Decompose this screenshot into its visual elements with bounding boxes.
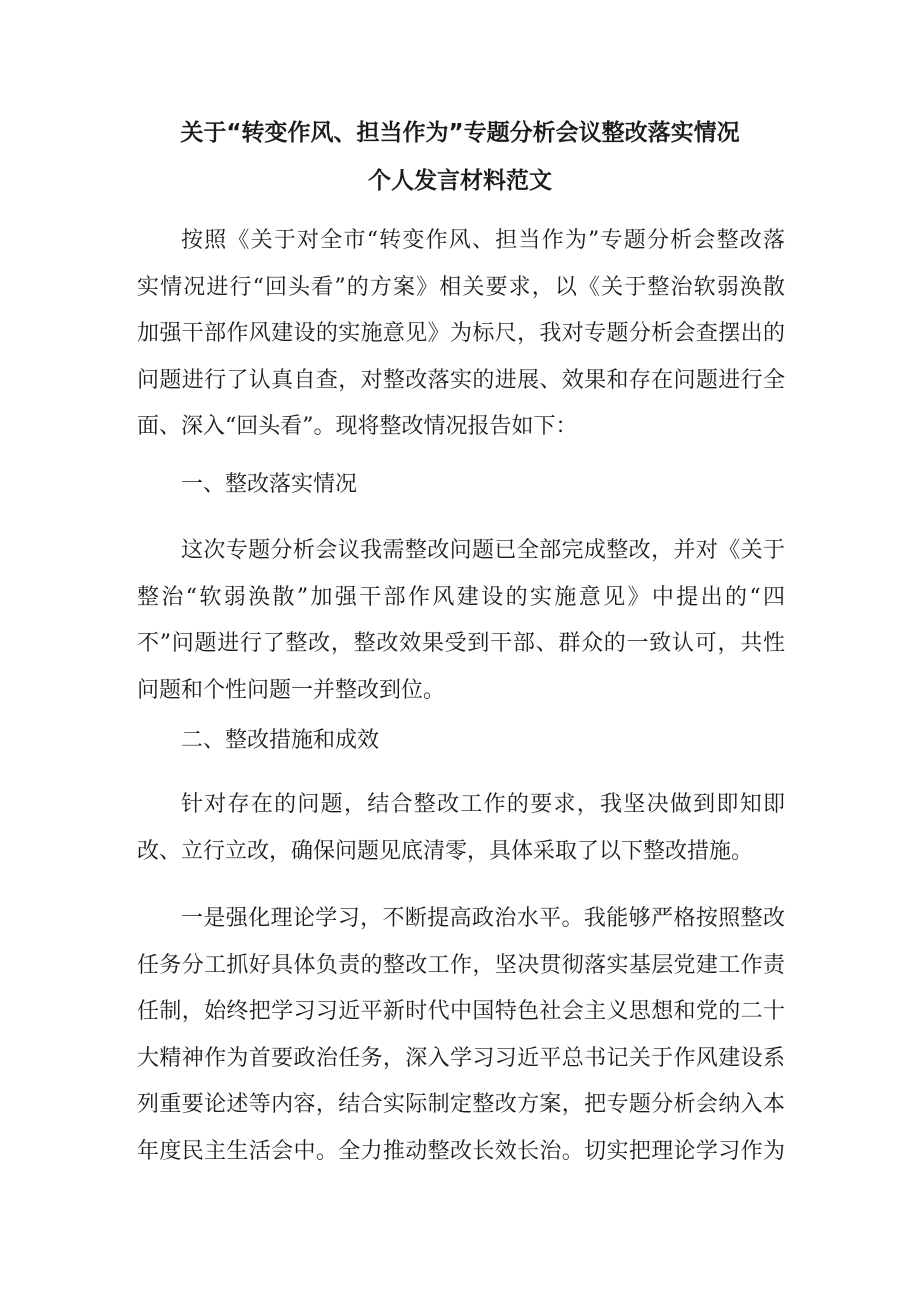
document-title-line-2: 个人发言材料范文 (368, 168, 552, 194)
paragraph-line: 按照《关于对全市“转变作风、担当作为”专题分析会整改落 (181, 228, 785, 253)
section-heading-2 (137, 718, 785, 765)
paragraph-line: 不”问题进行了整改，整改效果受到干部、群众的一致认可，共性 (137, 631, 785, 656)
paragraph-line: 加强干部作风建设的实施意见》为标尺，我对专题分析会查摆出的 (137, 321, 785, 346)
paragraph-line: 面、深入“回头看”。现将整改情况报告如下： (137, 414, 578, 439)
paragraph-line: 列重要论述等内容，结合实际制定整改方案，把专题分析会纳入本 (137, 1092, 785, 1117)
section2-intro-paragraph (137, 782, 785, 875)
paragraph-line: 年度民主生活会中。全力推动整改长效长治。切实把理论学习作为 (137, 1138, 785, 1164)
section1-paragraph (137, 528, 785, 714)
paragraph-line: 大精神作为首要政治任务，深入学习习近平总书记关于作风建设系 (137, 1045, 785, 1071)
paragraph-line: 整治“软弱涣散”加强干部作风建设的实施意见》中提出的“四 (137, 584, 785, 610)
paragraph-line: 这次专题分析会议我需整改问题已全部完成整改，并对《关于 (181, 538, 785, 563)
section-heading-text: 一、整改落实情况 (181, 472, 358, 497)
document-title-line-1: 关于“转变作风、担当作为”专题分析会议整改落实情况 (180, 120, 740, 146)
paragraph-line: 实情况进行“回头看”的方案》相关要求，以《关于整治软弱涣散 (137, 274, 785, 300)
section-heading-1 (137, 462, 785, 509)
measure1-paragraph (137, 896, 785, 1175)
section-heading-text: 二、整改措施和成效 (181, 728, 380, 753)
paragraph-line: 问题进行了认真自查，对整改落实的进展、效果和存在问题进行全 (137, 367, 785, 393)
paragraph-line: 改、立行立改，确保问题见底清零，具体采取了以下整改措施。 (137, 838, 754, 864)
paragraph-line: 一是强化理论学习，不断提高政治水平。我能够严格按照整改 (181, 906, 785, 931)
paragraph-line: 问题和个性问题一并整改到位。 (137, 677, 446, 703)
paragraph-line: 针对存在的问题，结合整改工作的要求，我坚决做到即知即 (181, 792, 785, 817)
paragraph-line: 任务分工抓好具体负责的整改工作，坚决贯彻落实基层党建工作责 (137, 952, 785, 978)
paragraph-line: 任制，始终把学习习近平新时代中国特色社会主义思想和党的二十 (137, 999, 785, 1024)
intro-paragraph (137, 218, 785, 451)
